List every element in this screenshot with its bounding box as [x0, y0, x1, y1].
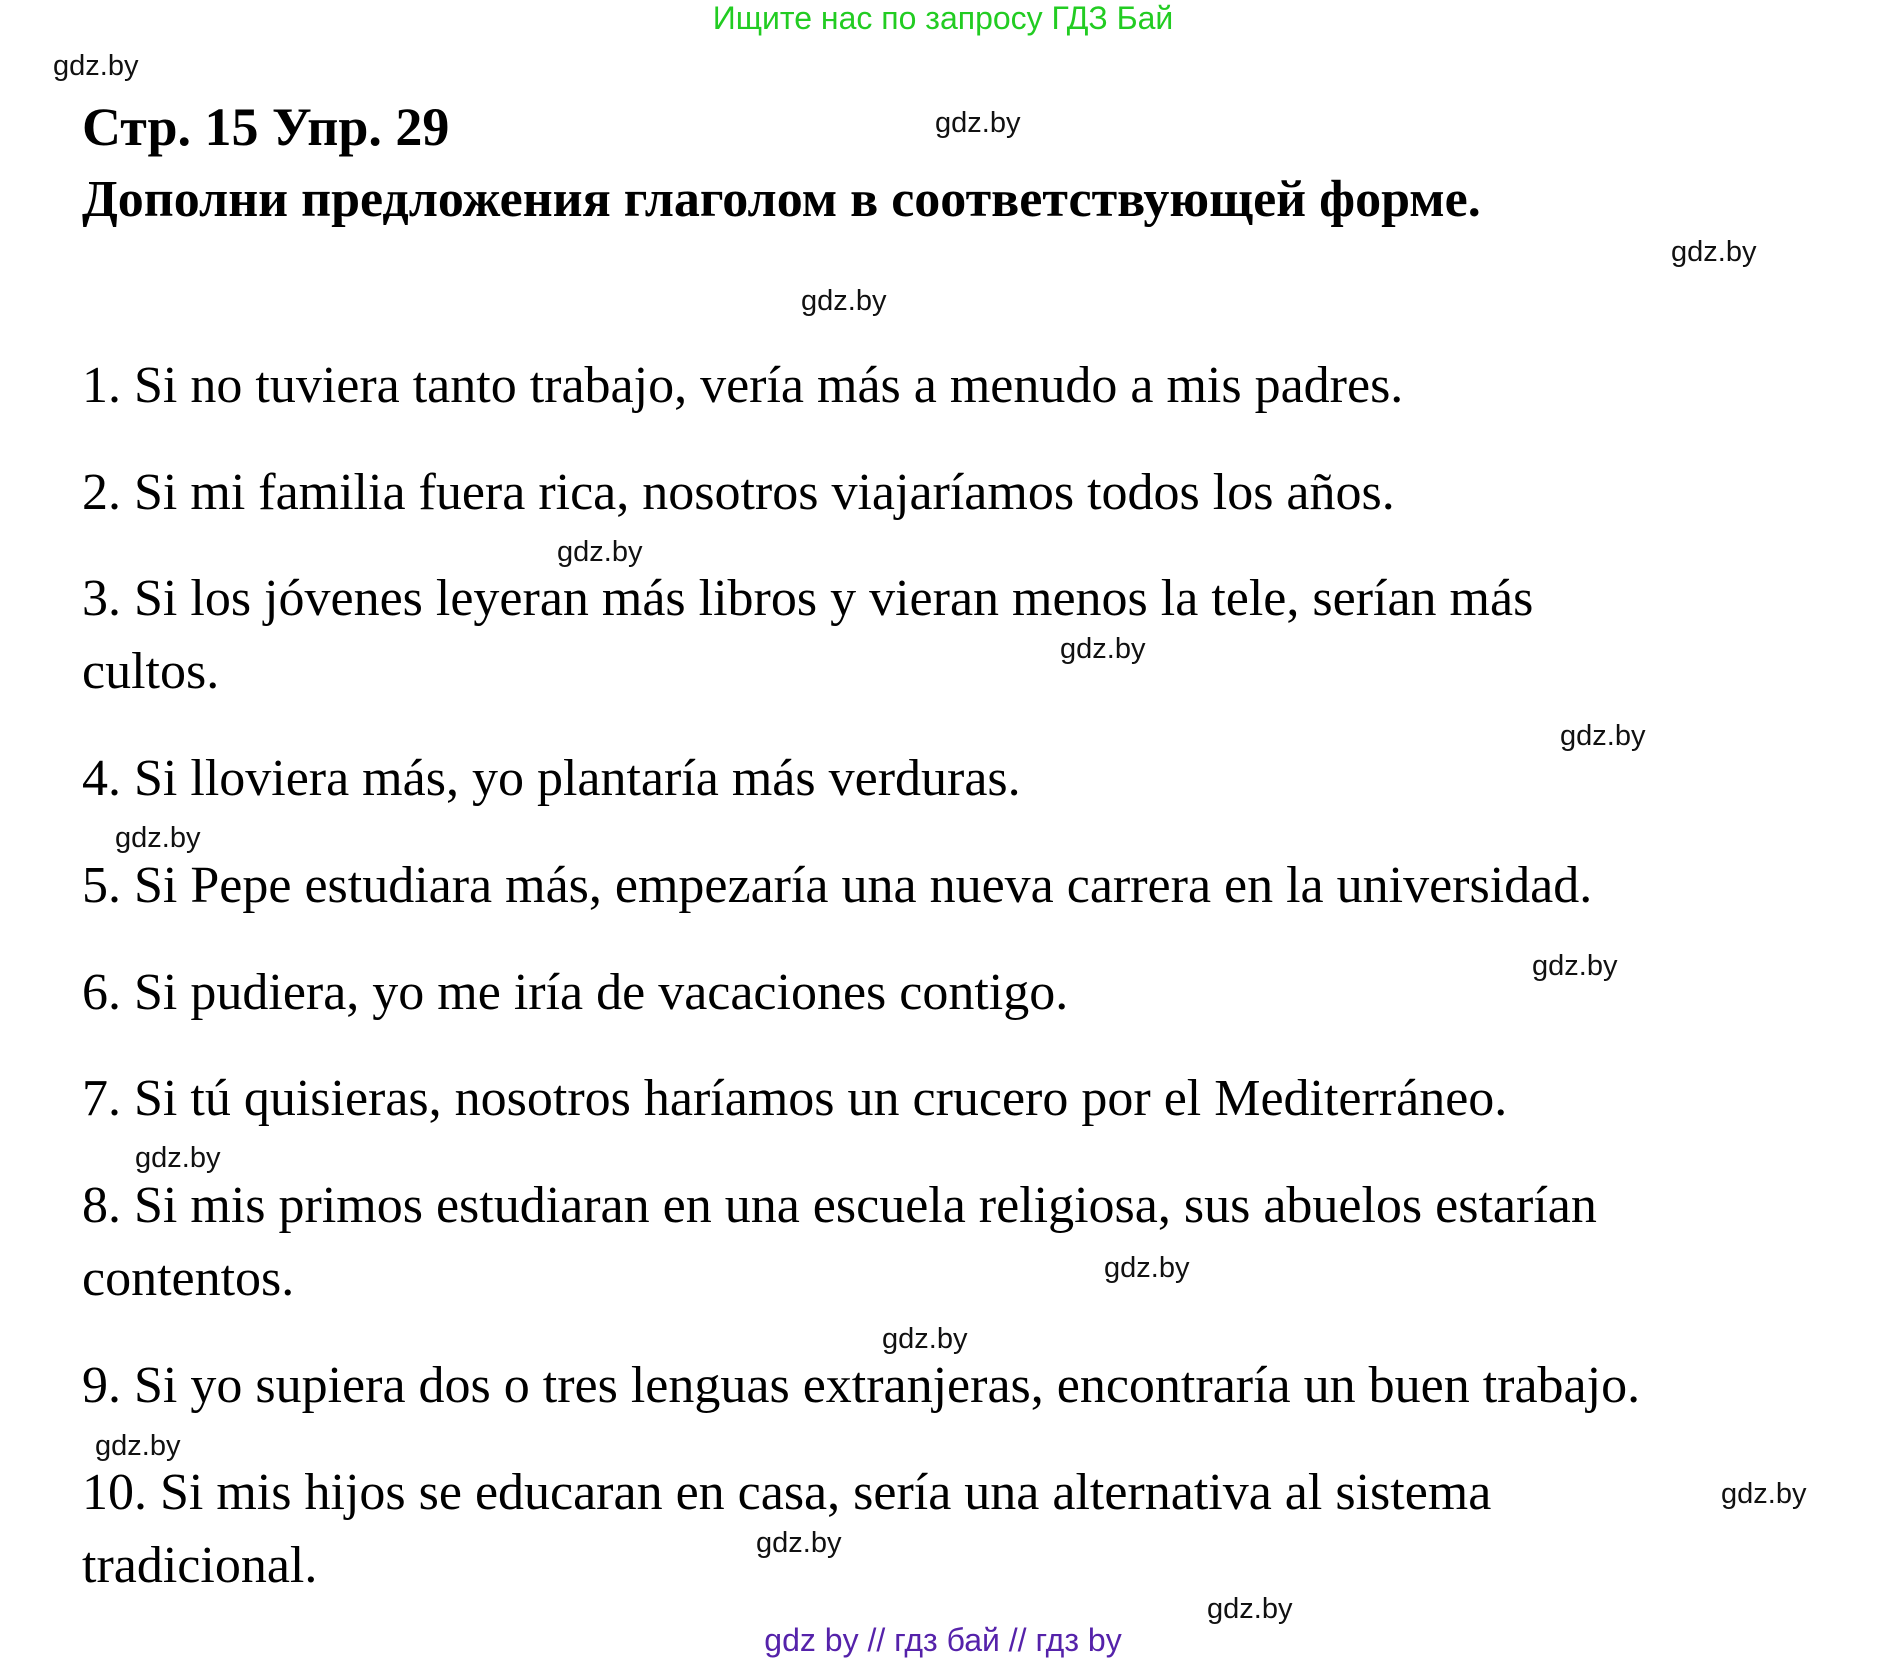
task-instruction: Дополни предложения глаголом в соответствующей форме. [82, 171, 1481, 228]
watermark: gdz.by [1721, 1478, 1807, 1510]
watermark: gdz.by [1207, 1593, 1293, 1625]
watermark: gdz.by [1104, 1252, 1190, 1284]
watermark: gdz.by [1060, 633, 1146, 665]
watermark: gdz.by [557, 536, 643, 568]
sentence-8-line-2: contentos. [82, 1250, 295, 1307]
sentence-4: 4. Si lloviera más, yo plantaría más verduras. [82, 750, 1021, 807]
sentence-10-line-2: tradicional. [82, 1537, 318, 1594]
watermark: gdz.by [1532, 950, 1618, 982]
sentence-9: 9. Si yo supiera dos o tres lenguas extranjeras, encontraría un buen trabajo. [82, 1357, 1641, 1414]
sentence-3-line-1: 3. Si los jóvenes leyeran más libros y vieran menos la tele, serían más [82, 570, 1534, 627]
watermark: gdz.by [53, 50, 139, 82]
watermark: gdz.by [95, 1430, 181, 1462]
sentence-7: 7. Si tú quisieras, nosotros haríamos un crucero por el Mediterráneo. [82, 1070, 1508, 1127]
sentence-5: 5. Si Pepe estudiara más, empezaría una nueva carrera en la universidad. [82, 857, 1593, 914]
sentence-6: 6. Si pudiera, yo me iría de vacaciones contigo. [82, 964, 1069, 1021]
footer-links: gdz by // гдз бай // гдз by [764, 1622, 1122, 1658]
watermark: gdz.by [882, 1323, 968, 1355]
watermark: gdz.by [115, 822, 201, 854]
watermark: gdz.by [756, 1527, 842, 1559]
sentence-8-line-1: 8. Si mis primos estudiaran en una escuela religiosa, sus abuelos estarían [82, 1177, 1597, 1234]
sentence-1: 1. Si no tuviera tanto trabajo, vería más a menudo a mis padres. [82, 357, 1404, 414]
watermark: gdz.by [801, 285, 887, 317]
sentence-3-line-2: cultos. [82, 643, 220, 700]
sentence-10-line-1: 10. Si mis hijos se educaran en casa, sería una alternativa al sistema [82, 1464, 1492, 1521]
sentence-2: 2. Si mi familia fuera rica, nosotros viajaríamos todos los años. [82, 464, 1395, 521]
top-banner: Ищите нас по запросу ГДЗ Бай [712, 0, 1174, 36]
watermark: gdz.by [935, 107, 1021, 139]
page-title: Стр. 15 Упр. 29 [82, 97, 450, 157]
watermark: gdz.by [135, 1142, 221, 1174]
watermark: gdz.by [1671, 236, 1757, 268]
watermark: gdz.by [1560, 720, 1646, 752]
